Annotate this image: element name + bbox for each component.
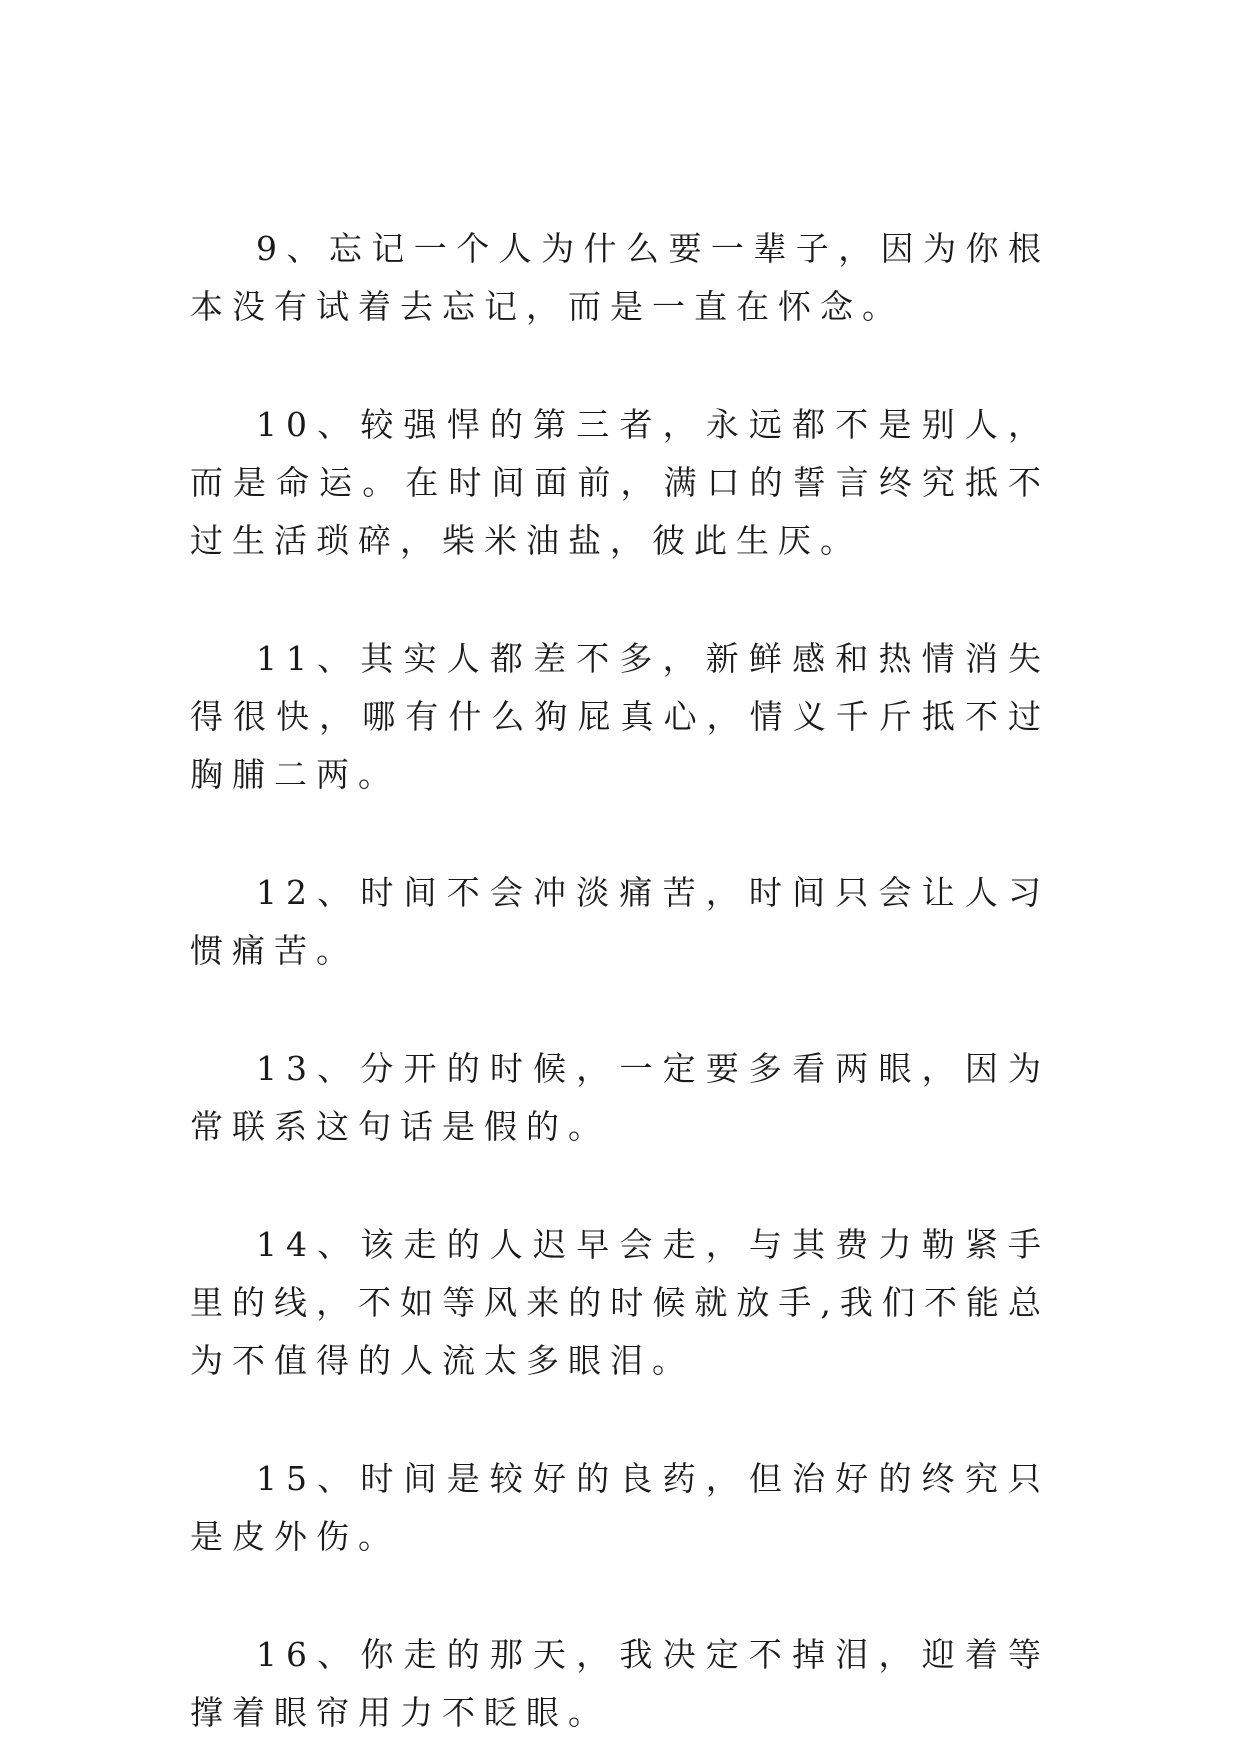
paragraph-16: 16、你走的那天，我决定不掉泪，迎着等撑着眼帘用力不眨眼。 (190, 1635, 1050, 1732)
paragraph-9: 9、忘记一个人为什么要一辈子，因为你根本没有试着去忘记，而是一直在怀念。 (190, 229, 1050, 326)
paragraph-13: 13、分开的时候，一定要多看两眼，因为常联系这句话是假的。 (190, 1049, 1050, 1146)
paragraph-11: 11、其实人都差不多，新鲜感和热情消失得很快，哪有什么狗屁真心，情义千斤抵不过胸脯二两。 (190, 639, 1050, 794)
document-body (190, 220, 1050, 1742)
paragraph-14: 14、该走的人迟早会走，与其费力勒紧手里的线，不如等风来的时候就放手,我们不能总为不值得的人流太多眼泪。 (190, 1225, 1050, 1380)
paragraph-15: 15、时间是较好的良药，但治好的终究只是皮外伤。 (190, 1459, 1050, 1556)
paragraph-12: 12、时间不会冲淡痛苦，时间只会让人习惯痛苦。 (190, 873, 1050, 970)
paragraph-10: 10、较强悍的第三者，永远都不是别人，而是命运。在时间面前，满口的誓言终究抵不过生活琐碎，柴米油盐，彼此生厌。 (190, 405, 1050, 560)
